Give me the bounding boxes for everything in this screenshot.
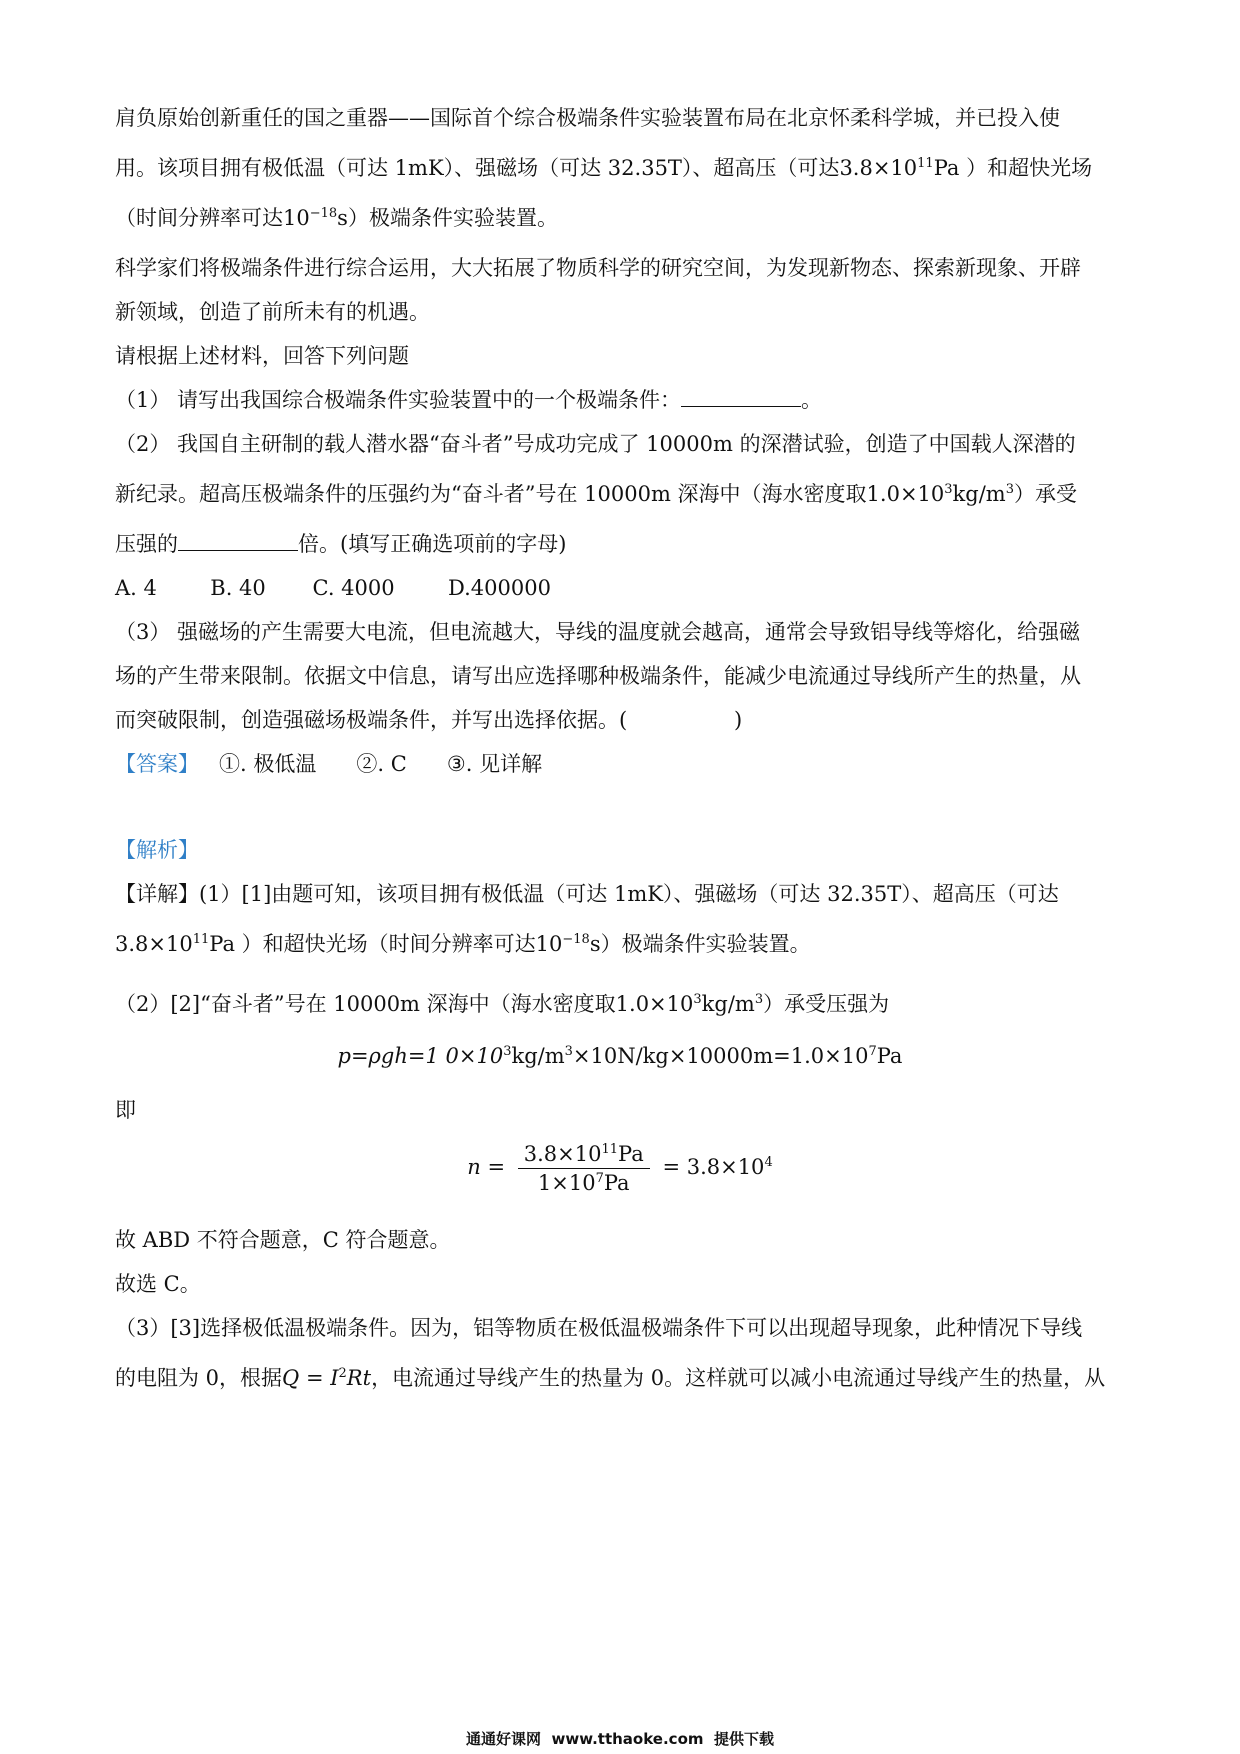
formula: 10	[283, 206, 310, 230]
text: Pa ）和超快光场	[933, 156, 1093, 180]
superscript: 11	[917, 156, 934, 171]
text: ，电流通过导线产生的热量为 0。这样就可以减小电流通过导线产生的热量，从	[371, 1366, 1106, 1390]
formula: 3.8×10	[115, 932, 193, 956]
superscript: 3	[564, 1044, 573, 1059]
superscript: 4	[764, 1155, 773, 1170]
formula: Pa	[876, 1044, 903, 1068]
text: s）极端条件实验装置。	[589, 932, 811, 956]
answer-blank	[681, 386, 801, 407]
answer-blank	[178, 530, 298, 551]
material-line-5: 新领域，创造了前所未有的机遇。	[115, 300, 430, 324]
ratio-equation	[0, 1142, 1240, 1195]
superscript: 3	[503, 1044, 512, 1059]
answer-line	[115, 750, 542, 778]
ratio-rhs: = 3.8×10	[662, 1155, 765, 1179]
formula: Pa	[618, 1142, 644, 1166]
material-line-4: 科学家们将极端条件进行综合运用，大大拓展了物质科学的研究空间，为发现新物态、探索新现象、开辟	[115, 256, 1081, 280]
formula: Q = I	[282, 1366, 339, 1390]
analysis-tag: 【解析】	[115, 838, 199, 862]
text: s）极端条件实验装置。	[337, 206, 558, 230]
formula: 10	[535, 932, 563, 956]
formula: 1.0×10	[866, 482, 945, 506]
question-2-line-2	[115, 480, 1077, 508]
pressure-equation	[0, 1044, 1240, 1068]
question-3-line-1: （3） 强磁场的产生需要大电流，但电流越大，导线的温度就会越高，通常会导致铝导线等熔化，给强磁	[115, 620, 1081, 644]
text: 用。该项目拥有极低温（可达 1mK）、强磁场（可达 32.35T）、超高压（可达	[115, 156, 840, 180]
text: 的电阻为 0，根据	[115, 1366, 283, 1390]
superscript: 11	[601, 1142, 619, 1157]
formula: Pa	[603, 1171, 630, 1195]
text: 倍。(填写正确选项前的字母)	[298, 532, 567, 556]
ratio-lhs: n =	[467, 1155, 506, 1179]
text: 压强的	[115, 532, 178, 556]
material-line-1: 肩负原始创新重任的国之重器——国际首个综合极端条件实验装置布局在北京怀柔科学城，并已投入使	[115, 106, 1060, 130]
text: （1） 请写出我国综合极端条件实验装置中的一个极端条件：	[115, 388, 682, 412]
superscript: 3	[944, 482, 953, 497]
ji-line: 即	[115, 1098, 136, 1122]
question-3-line-3: 而突破限制，创造强磁场极端条件，并写出选择依据。( )	[115, 708, 743, 732]
answer-tag: 【答案】	[115, 752, 199, 776]
formula: 1.0×10	[615, 992, 694, 1016]
question-2-line-1: （2） 我国自主研制的载人潜水器“奋斗者”号成功完成了 10000m 的深潜试验，创造了中国载人深潜的	[115, 432, 1076, 456]
text: (1）[1]由题可知，该项目拥有极低温（可达 1mK）、强磁场（可达 32.35T）、超高压（可达	[199, 882, 1059, 906]
question-1	[115, 386, 822, 414]
conclusion-line-2: 故选 C。	[115, 1272, 201, 1296]
page-footer: 通通好课网 www.tthaoke.com 提供下载	[466, 1730, 774, 1748]
question-2-options: A. 4 B. 40 C. 4000 D.400000	[115, 576, 551, 600]
detail-line-2	[115, 930, 811, 958]
formula: kg/m	[952, 482, 1006, 506]
superscript: −18	[562, 932, 590, 947]
detail-line-5	[115, 1364, 1105, 1392]
formula: 1×10	[537, 1171, 596, 1195]
text: 。	[801, 388, 823, 412]
question-3-line-2: 场的产生带来限制。依据文中信息，请写出应选择哪种极端条件，能减少电流通过导线所产生的热量，从	[115, 664, 1081, 688]
fraction-numerator	[518, 1142, 650, 1169]
text: 新纪录。超高压极端条件的压强约为“奋斗者”号在 10000m 深海中（海水密度取	[115, 482, 867, 506]
formula: p=ρgh=1 0×10	[337, 1044, 504, 1068]
formula: kg/m	[701, 992, 755, 1016]
text: ）承受压强为	[763, 992, 890, 1016]
text: ）承受	[1013, 482, 1077, 506]
detail-line-4: （3）[3]选择极低温极端条件。因为，铝等物质在极低温极端条件下可以出现超导现象，此种情况下导线	[115, 1316, 1083, 1340]
formula: kg/m	[511, 1044, 565, 1068]
text: Pa ）和超快光场（时间分辨率可达	[209, 932, 536, 956]
formula: 3.8×10	[523, 1142, 602, 1166]
superscript: 7	[868, 1044, 877, 1059]
fraction	[518, 1142, 650, 1195]
detail-tag: 【详解】	[115, 882, 199, 906]
superscript: −18	[309, 206, 338, 221]
superscript: 3	[754, 992, 764, 1007]
fraction-denominator	[518, 1169, 650, 1195]
material-line-3	[115, 204, 558, 232]
answer-text: ①. 极低温 ②. C ③. 见详解	[199, 752, 543, 776]
text: （2）[2]“奋斗者”号在 10000m 深海中（海水密度取	[115, 992, 616, 1016]
superscript: 7	[595, 1171, 604, 1186]
material-line-6: 请根据上述材料，回答下列问题	[115, 344, 409, 368]
superscript: 3	[693, 992, 702, 1007]
detail-line-1	[115, 880, 1059, 908]
text: （时间分辨率可达	[115, 206, 283, 230]
question-2-line-3	[115, 530, 566, 558]
formula: Rt	[346, 1366, 372, 1390]
superscript: 2	[338, 1366, 347, 1381]
formula: 3.8×10	[839, 156, 918, 180]
material-line-2	[115, 154, 1092, 182]
formula: ×10N/kg×10000m=1.0×10	[572, 1044, 869, 1068]
detail-line-3	[115, 990, 889, 1018]
superscript: 3	[1005, 482, 1014, 497]
conclusion-line-1: 故 ABD 不符合题意，C 符合题意。	[115, 1228, 451, 1252]
superscript: 11	[192, 932, 210, 947]
